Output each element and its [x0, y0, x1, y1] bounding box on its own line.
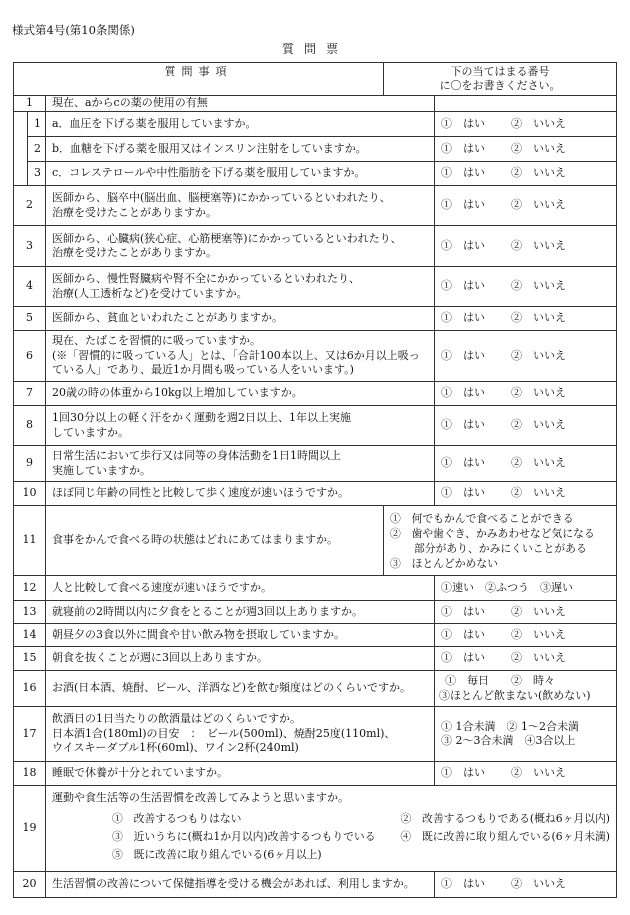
drinking-frequency-choice[interactable]: ① 毎日 ② 時々 ③ほとんど飲まない(飲めない) [435, 671, 617, 707]
stage-options [52, 808, 610, 870]
question-text: b．血糖を下げる薬を服用又はインスリン注射をしていますか。 [46, 137, 435, 162]
question-row-7 [14, 382, 617, 406]
question-row-12 [14, 576, 617, 601]
yes-option[interactable]: ① はい [441, 141, 485, 155]
question-text: 朝食を抜くことが週に3回以上ありますか。 [46, 647, 435, 671]
question-text: 医師から、慢性腎臓病や腎不全にかかっているといわれたり、 治療(人工透析など)を受けていますか。 [46, 267, 435, 307]
question-text: 運動や食生活等の生活習慣を改善してみようと思いますか。 [52, 791, 349, 804]
question-row-1-2 [14, 137, 617, 162]
lifestyle-improvement-question [46, 786, 617, 872]
yes-option[interactable]: ① はい [441, 311, 485, 325]
question-text: 現在、たばこを習慣的に吸っていますか。 (※「習慣的に吸っている人」とは、「合計100本以上、又は6か月以上吸っ ている人」であり、最近1か月間も吸っている人をいいます。) [46, 331, 435, 382]
yes-no-choice[interactable] [435, 186, 617, 226]
question-number: 7 [14, 382, 46, 406]
answer-header-line1: 下の当てはまる番号 [450, 64, 550, 78]
yes-option[interactable]: ① はい [441, 651, 485, 665]
yes-no-choice[interactable] [435, 226, 617, 267]
question-number: 11 [14, 506, 46, 576]
yes-option[interactable]: ① はい [441, 877, 485, 891]
option-1[interactable]: ① 何でもかんで食べることができる [390, 511, 574, 525]
question-row-14 [14, 624, 617, 647]
question-number: 1 [14, 96, 46, 112]
no-option[interactable]: ② いいえ [511, 486, 566, 500]
question-row-19 [14, 786, 617, 872]
option-2[interactable]: ② 歯や歯ぐき、かみあわせなど気になる [390, 526, 595, 540]
no-option[interactable]: ② いいえ [511, 877, 566, 891]
question-number: 6 [14, 331, 46, 382]
yes-no-choice[interactable] [435, 872, 617, 898]
question-number: 10 [14, 482, 46, 506]
no-option[interactable]: ② いいえ [511, 198, 566, 212]
no-option[interactable]: ② いいえ [511, 238, 566, 252]
stage-option-2[interactable]: ② 改善するつもりである(概ね6ヶ月以内) [400, 812, 610, 825]
yes-option[interactable]: ① はい [441, 418, 485, 432]
question-text: 食事をかんで食べる時の状態はどれにあてはまりますか。 [46, 506, 384, 576]
stage-option-4[interactable]: ④ 既に改善に取り組んでいる(6ヶ月未満) [400, 830, 610, 843]
stage-option-3[interactable]: ③ 近いうちに(概ね1か月以内)改善するつもりでいる [112, 830, 376, 843]
yes-no-choice[interactable] [435, 162, 617, 186]
question-text: 睡眠で休養が十分とれていますか。 [46, 762, 435, 786]
question-text: 20歳の時の体重から10kg以上増加していますか。 [46, 382, 435, 406]
question-row-15 [14, 647, 617, 671]
question-text: ほぼ同じ年齢の同性と比較して歩く速度が速いほうですか。 [46, 482, 435, 506]
question-row-8 [14, 406, 617, 446]
question-number: 2 [14, 186, 46, 226]
yes-option[interactable]: ① はい [441, 116, 485, 130]
stage-option-5[interactable]: ⑤ 既に改善に取り組んでいる(6ヶ月以上) [112, 848, 322, 861]
question-text: 人と比較して食べる速度が速いほうですか。 [46, 576, 435, 601]
question-number: 9 [14, 446, 46, 482]
question-number: 13 [14, 601, 46, 624]
page-title: 質問票 [281, 42, 348, 56]
chewing-options[interactable] [384, 506, 617, 576]
yes-no-choice[interactable] [435, 112, 617, 137]
question-number: 5 [14, 307, 46, 331]
question-row-1 [14, 96, 617, 112]
no-option[interactable]: ② いいえ [511, 279, 566, 293]
question-number: 18 [14, 762, 46, 786]
question-number: 20 [14, 872, 46, 898]
question-row-2 [14, 186, 617, 226]
option-3[interactable]: ③ ほとんどかめない [390, 556, 498, 570]
stage-option-1[interactable]: ① 改善するつもりはない [112, 812, 242, 825]
question-text: 1回30分以上の軽く汗をかく運動を週2日以上、1年以上実施 していますか。 [46, 406, 435, 446]
no-option[interactable]: ② いいえ [511, 766, 566, 780]
question-row-4 [14, 267, 617, 307]
question-text: 医師から、心臓病(狭心症、心筋梗塞等)にかかっているといわれたり、 治療を受けたことがありますか。 [46, 226, 435, 267]
no-option[interactable]: ② いいえ [511, 348, 566, 362]
questionnaire-table [13, 62, 617, 898]
question-text: 医師から、脳卒中(脳出血、脳梗塞等)にかかっているといわれたり、 治療を受けたことがありますか。 [46, 186, 435, 226]
yes-no-choice[interactable] [435, 624, 617, 647]
question-row-13 [14, 601, 617, 624]
question-text: 生活習慣の改善について保健指導を受ける機会があれば、利用しますか。 [46, 872, 435, 898]
yes-option[interactable]: ① はい [441, 166, 485, 180]
yes-no-choice[interactable] [435, 647, 617, 671]
sub-question-number: 2 [28, 137, 46, 162]
question-row-1-3 [14, 162, 617, 186]
no-option[interactable]: ② いいえ [511, 386, 566, 400]
yes-option[interactable]: ① はい [441, 386, 485, 400]
sub-question-number: 1 [28, 112, 46, 137]
question-text: c．コレステロールや中性脂肪を下げる薬を服用していますか。 [46, 162, 435, 186]
table-header-row [14, 63, 617, 96]
yes-option[interactable]: ① はい [441, 279, 485, 293]
question-row-11 [14, 506, 617, 576]
option-2-continued: 部分があり、かみにくいことがある [414, 541, 587, 555]
yes-option[interactable]: ① はい [441, 627, 485, 641]
question-text: a．血圧を下げる薬を服用していますか。 [46, 112, 435, 137]
no-option[interactable]: ② いいえ [511, 627, 566, 641]
yes-no-choice[interactable] [435, 762, 617, 786]
question-number: 3 [14, 226, 46, 267]
yes-no-choice[interactable] [435, 331, 617, 382]
yes-no-choice[interactable] [435, 601, 617, 624]
question-row-1-1 [14, 112, 617, 137]
answer-header [384, 63, 617, 96]
sub-question-number: 3 [28, 162, 46, 186]
question-row-9 [14, 446, 617, 482]
yes-option[interactable]: ① はい [441, 766, 485, 780]
question-number: 12 [14, 576, 46, 601]
question-header: 質問事項 [14, 63, 384, 96]
yes-no-choice[interactable] [435, 307, 617, 331]
yes-no-choice[interactable] [435, 267, 617, 307]
question-text: 就寝前の2時間以内に夕食をとることが週3回以上ありますか。 [46, 601, 435, 624]
question-number: 8 [14, 406, 46, 446]
question-number: 17 [14, 707, 46, 762]
yes-option[interactable]: ① はい [441, 604, 485, 618]
question-row-6 [14, 331, 617, 382]
question-text: 日常生活において歩行又は同等の身体活動を1日1時間以上 実施していますか。 [46, 446, 435, 482]
question-text: お酒(日本酒、焼酎、ビール、洋酒など)を飲む頻度はどのくらいですか。 [46, 671, 435, 707]
question-number: 16 [14, 671, 46, 707]
drinking-amount-choice[interactable]: ① 1合未満 ② 1〜2合未満 ③ 2〜3合未満 ④3合以上 [435, 707, 617, 762]
question-text: 医師から、貧血といわれたことがありますか。 [46, 307, 435, 331]
answer-cell-blank [435, 96, 617, 112]
yes-option[interactable]: ① はい [441, 486, 485, 500]
yes-option[interactable]: ① はい [441, 238, 485, 252]
question-row-3 [14, 226, 617, 267]
yes-no-choice[interactable] [435, 137, 617, 162]
question-row-16 [14, 671, 617, 707]
yes-no-choice[interactable] [435, 406, 617, 446]
question-row-17 [14, 707, 617, 762]
question-row-20 [14, 872, 617, 898]
question-text: 朝昼夕の3食以外に間食や甘い飲み物を摂取していますか。 [46, 624, 435, 647]
yes-option[interactable]: ① はい [441, 456, 485, 470]
no-option[interactable]: ② いいえ [511, 141, 566, 155]
speed-choice[interactable]: ①速い ②ふつう ③遅い [435, 576, 617, 601]
yes-option[interactable]: ① はい [441, 348, 485, 362]
no-option[interactable]: ② いいえ [511, 166, 566, 180]
no-option[interactable]: ② いいえ [511, 116, 566, 130]
question-row-5 [14, 307, 617, 331]
yes-option[interactable]: ① はい [441, 198, 485, 212]
no-option[interactable]: ② いいえ [511, 651, 566, 665]
question-text: 現在、aからcの薬の使用の有無 [46, 96, 435, 112]
form-number: 様式第4号(第10条関係) [12, 23, 135, 37]
indent-cell [14, 112, 28, 186]
question-number: 4 [14, 267, 46, 307]
no-option[interactable]: ② いいえ [511, 604, 566, 618]
answer-header-line2: に〇をお書きください。 [439, 79, 561, 92]
no-option[interactable]: ② いいえ [511, 418, 566, 432]
question-text: 飲酒日の1日当たりの飲酒量はどのくらいですか。 日本酒1合(180ml)の目安 ： ビール(500ml)、焼酎25度(110ml)、 ウイスキーダブル1杯(60ml)、ワイン2杯(240ml) [46, 707, 435, 762]
question-number: 14 [14, 624, 46, 647]
yes-no-choice[interactable] [435, 446, 617, 482]
question-row-18 [14, 762, 617, 786]
question-row-10 [14, 482, 617, 506]
no-option[interactable]: ② いいえ [511, 311, 566, 325]
no-option[interactable]: ② いいえ [511, 456, 566, 470]
question-number: 19 [14, 786, 46, 872]
yes-no-choice[interactable] [435, 482, 617, 506]
question-number: 15 [14, 647, 46, 671]
yes-no-choice[interactable] [435, 382, 617, 406]
